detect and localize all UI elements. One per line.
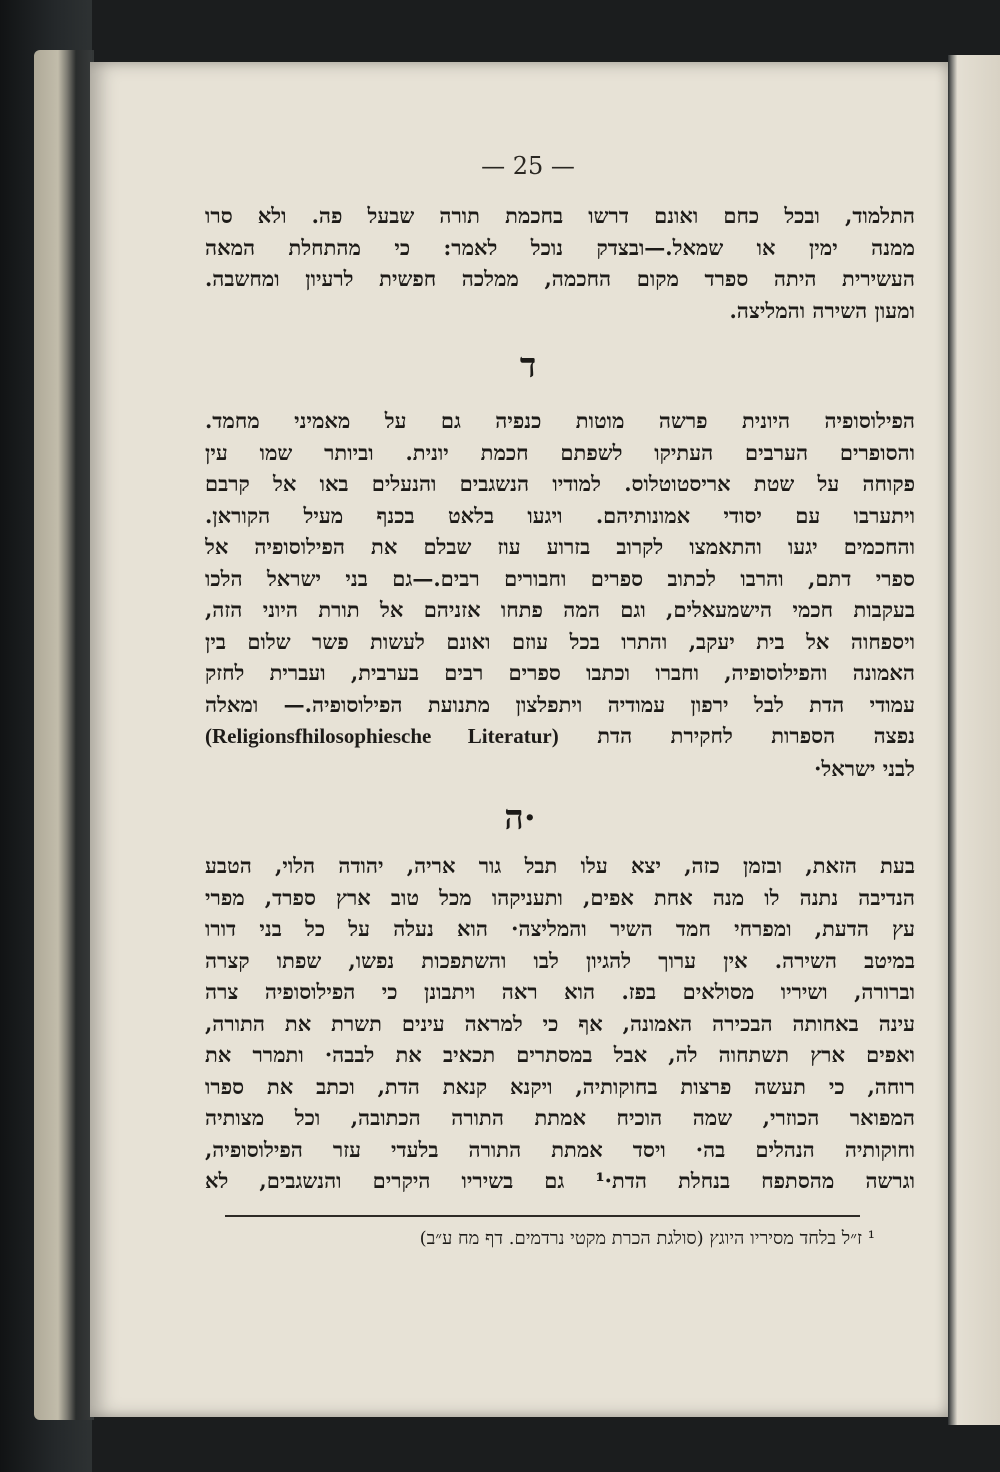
text-line: עץ הדעת, ומפרחי חמד השיר והמליצה· הוא נעלה על כל בני דורו — [205, 916, 915, 941]
text-line: הפילוסופיה היונית פרשה מוטות כנפיה גם על מאמיני מחמד. — [205, 408, 915, 433]
page-number: — 25 — — [481, 152, 575, 180]
paragraph-intro — [205, 200, 915, 326]
book-spine-edge — [34, 50, 94, 1420]
text-line: במיטב השירה. אין ערוך להגיון לבו והשתפכות נפשו, שפתו קצרה — [205, 947, 915, 973]
text-line: בעת הזאת, ובזמן כזה, יצא עלו תבל גור אריה, יהודה הלוי, הטבע — [205, 853, 915, 878]
text-line: המפואר הכוזרי, שמה הוכיח אמתת התורה הכתובה, וכל מצותיה — [205, 1105, 915, 1130]
text-line: רוחה, כי תעשה פרצות בחוקותיה, ויקנא קנאת הדת, וכתב את ספרו — [205, 1073, 915, 1099]
paragraph-section-h — [205, 850, 915, 1197]
text-line: לבני ישראל· — [814, 755, 915, 781]
text-line: האמונה והפילוסופיה, וחברו וכתבו ספרים רבים בערבית, ועברית לחזק — [205, 660, 915, 685]
text-line: והסופרים הערבים העתיקו לשפתם חכמת יונית. וביותר שמו עין — [205, 439, 915, 465]
next-page-edge — [948, 55, 1000, 1425]
text-line: עמודי הדת לבל ירפון עמודיה ויתפלצון מתנועת הפילוסופיה.— ומאלה — [205, 691, 915, 717]
text-line: פקוחה על שטת אריסטוטלוס. למודיו הנשגבים והנעלים באו אל קרבם — [205, 471, 915, 496]
section-heading-he: ה· — [504, 798, 536, 838]
footnote: ¹ ז״ל בלחד מסיריו היוגץ (סולגת הכרת מקטי נרדמים. דף מח ע״ב) — [419, 1228, 875, 1249]
text-line: ויתערבו עם יסודי אמונותיהם. ויגעו בלאט בכנף מעיל הקוראן. — [205, 502, 915, 528]
text-line: ואפים ארץ תשתחוה לה, אבל במסתרים תכאיב את לבבה· ותמרר את — [205, 1042, 915, 1067]
footnote-separator — [225, 1215, 860, 1217]
paragraph-section-d — [205, 405, 915, 784]
text-line: התלמוד, ובכל כחם ואונם דרשו בחכמת תורה שבעל פה. ולא סרו — [205, 203, 915, 228]
text-line: ומעון השירה והמליצה. — [729, 297, 915, 323]
text-fragment-hebrew: נפצה הספרות לחקירת הדת — [597, 723, 915, 748]
text-line: הנדיבה נתנה לו מנה אחת אפים, ותעניקהו מכל טוב ארץ ספרד, מפרי — [205, 884, 915, 910]
text-line: ויספחוה אל בית יעקב, והתרו בכל עוזם ואונם לעשות פשר שלום בין — [205, 628, 915, 654]
text-line: וגרשה מהסתפח בנחלת הדת·¹ גם בשיריו היקרים והנשגבים, לא — [205, 1168, 915, 1193]
text-line — [205, 720, 915, 753]
text-line: עינה באחותה הבכירה האמונה, אף כי למראה עינים תשרת את התורה, — [205, 1010, 915, 1036]
text-line: ממנה ימין או שמאל.—ובצדק נוכל לאמר: כי מהתחלת המאה — [205, 234, 915, 260]
text-line: העשירית היתה ספרד מקום החכמה, ממלכה חפשית לרעיון ומחשבה. — [205, 266, 915, 291]
text-line: בעקבות חכמי הישמעאלים, וגם המה פתחו אזניהם אל תורת היוני הזה, — [205, 597, 915, 622]
text-line: וחוקותיה הנהלים בה· ויסד אמתת התורה בלעדי עזר הפילוסופיה, — [205, 1136, 915, 1162]
section-heading-dalet: ד — [519, 346, 537, 386]
text-line: ספרי דתם, והרבו לכתוב ספרים וחבורים רבים.—גם בני ישראל הלכו — [205, 565, 915, 591]
text-line: והחכמים יגעו והתאמצו לקרוב בזרוע עוז שבלם את הפילוסופיה אל — [205, 534, 915, 559]
text-line: וברורה, ושיריו מסולאים בפז. הוא ראה ויתבונן כי הפילוסופיה צרה — [205, 979, 915, 1004]
text-fragment-latin: (Religionsfhilosophiesche Literatur) — [205, 724, 559, 748]
